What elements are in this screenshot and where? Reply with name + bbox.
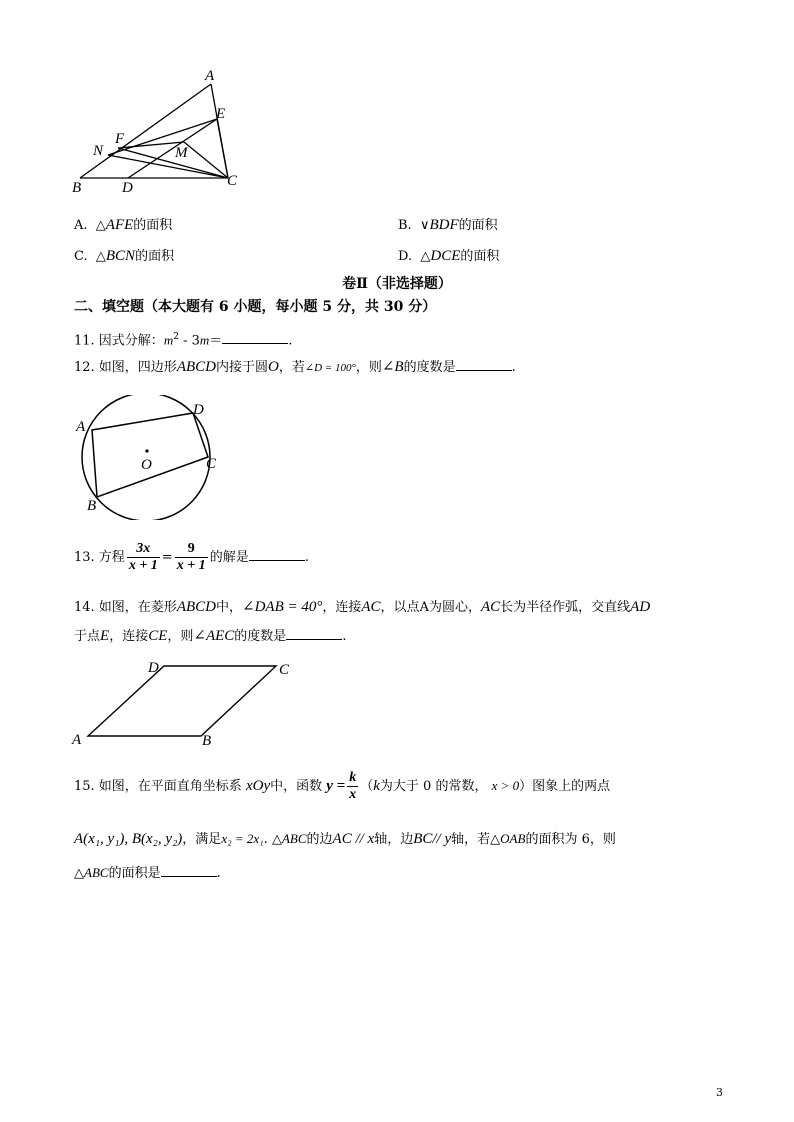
question-14-line2: 于点E，连接CE，则∠AEC的度数是 .: [74, 628, 347, 644]
label-d: D: [122, 180, 133, 196]
answer-blank-12[interactable]: [456, 358, 512, 371]
segment-ec: [217, 119, 228, 178]
option-c: C. △BCN的面积: [74, 248, 175, 264]
figure-rhombus: [68, 655, 308, 750]
label-b: B: [87, 498, 97, 514]
label-e: E: [216, 106, 226, 122]
page-number: 3: [716, 1086, 723, 1099]
label-b: B: [202, 733, 212, 749]
answer-blank-11[interactable]: [222, 331, 288, 344]
segment-nc: [108, 155, 228, 178]
label-d: D: [148, 660, 159, 676]
label-d: D: [193, 402, 204, 418]
option-b: B. ∨BDF的面积: [398, 217, 498, 233]
question-11: 11. 因式分解：$m^2 - 3m=$ .: [74, 332, 293, 349]
option-a: A. △AFE的面积: [74, 217, 173, 233]
figure-circle: [68, 395, 228, 520]
center-point-o: [145, 449, 148, 452]
label-c: C: [227, 173, 238, 189]
figure-triangle: [60, 65, 260, 200]
answer-blank-14[interactable]: [286, 627, 342, 640]
question-14-line1: 14. 如图，在菱形ABCD中，∠DAB = 40°，连接AC，以点A为圆心，AC长为半径作弧，交直线AD: [74, 599, 651, 615]
segment-ba: [80, 84, 211, 178]
label-f: F: [115, 131, 125, 147]
volume-title: 卷Ⅱ（非选择题）: [342, 276, 452, 292]
question-15-line3: △ABC的面积是 .: [74, 865, 221, 881]
quadrilateral-abcd: [92, 413, 208, 497]
label-a: A: [76, 419, 86, 435]
question-12: 12. 如图，四边形ABCD内接于圆O，若∠D = 100°，则∠B的度数是 .: [74, 359, 516, 375]
segment-de: [128, 119, 217, 178]
question-15-line1: 15. 如图，在平面直角坐标系 xOy中，函数 y = $\frac{k}{x}$ （k为大于 0 的常数， x > 0）图象上的两点: [74, 770, 611, 802]
rhombus-abcd: [88, 666, 276, 736]
label-m: M: [175, 145, 188, 161]
section-heading: 二、填空题（本大题有 6 小题，每小题 5 分，共 30 分）: [74, 299, 437, 315]
label-n: N: [93, 143, 104, 159]
label-c: C: [206, 456, 217, 472]
label-b: B: [72, 180, 82, 196]
answer-blank-15[interactable]: [161, 864, 217, 877]
label-a: A: [205, 68, 215, 84]
label-o: O: [141, 457, 152, 473]
option-d: D. △DCE的面积: [398, 248, 500, 264]
question-15-line2: A(x₁, y₁), B(x₂, y₂)，满足x₂ = 2x₁. △ABC的边AC // x轴，边BC// y轴，若△OAB的面积为 6，则: [74, 831, 616, 847]
label-c: C: [279, 662, 290, 678]
label-a: A: [72, 732, 82, 748]
answer-blank-13[interactable]: [249, 548, 305, 561]
question-13: 13. 方程 $\frac{3x}{x + 1}$ = $\frac{9}{x + 1}$ 的解是 .: [74, 541, 309, 573]
